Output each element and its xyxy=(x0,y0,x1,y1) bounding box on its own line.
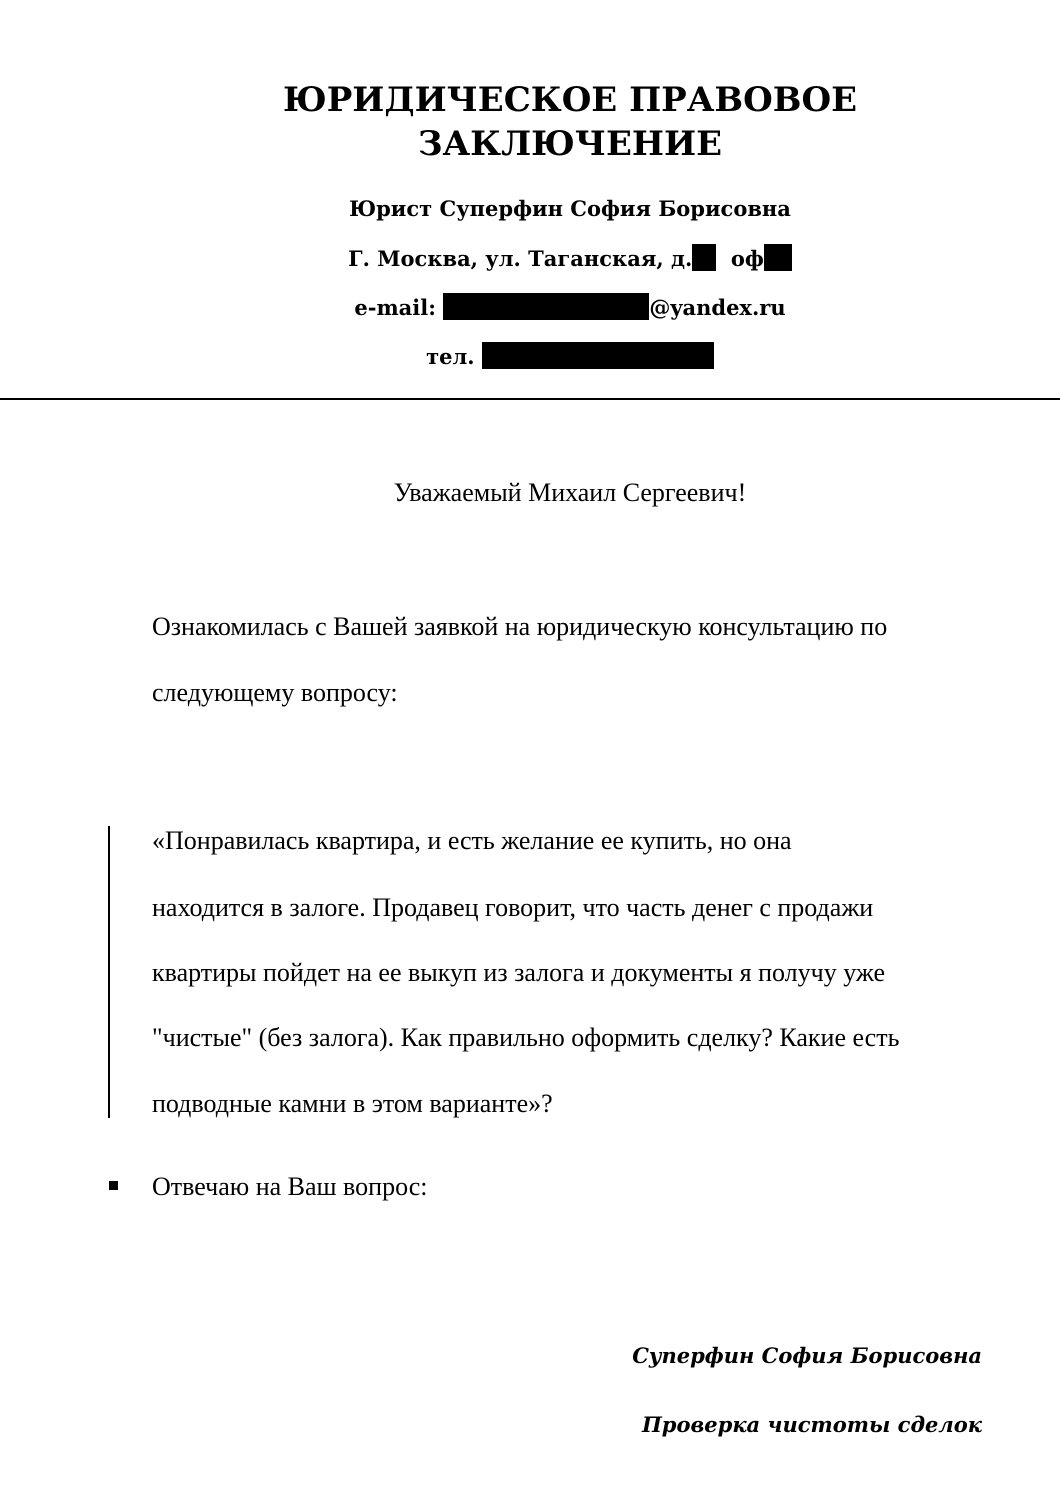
square-bullet-icon xyxy=(109,1181,118,1190)
intro-line-2: следующему вопросу: xyxy=(152,678,398,707)
quote-line: находится в залоге. Продавец говорит, что часть денег с продажи xyxy=(152,893,874,922)
title-line-2: ЗАКЛЮЧЕНИЕ xyxy=(417,124,723,164)
quote-line: подводные камни в этом варианте»? xyxy=(152,1089,553,1118)
quote-line: "чистые" (без залога). Как правильно оформить сделку? Какие есть xyxy=(152,1023,900,1052)
address-office-label: оф xyxy=(730,246,764,271)
header-divider xyxy=(0,398,1060,400)
redacted-house-number xyxy=(692,244,716,271)
signature-name: Суперфин София Борисовна xyxy=(632,1343,982,1368)
phone-label: тел. xyxy=(426,344,475,369)
intro-line-1: Ознакомилась с Вашей заявкой на юридическую консультацию по xyxy=(152,612,888,641)
quote-bar xyxy=(108,826,110,1118)
quote-line: «Понравилась квартира, и есть желание ее купить, но она xyxy=(152,826,792,855)
quote-line: квартиры пойдет на ее выкуп из залога и документы я получу уже xyxy=(152,958,886,987)
email-label: e-mail: xyxy=(354,295,436,320)
email-line xyxy=(140,293,1000,322)
email-domain: @yandex.ru xyxy=(649,295,786,320)
title-line-1: ЮРИДИЧЕСКОЕ ПРАВОВОЕ xyxy=(282,80,858,120)
greeting: Уважаемый Михаил Сергеевич! xyxy=(393,478,747,507)
lawyer-name: Юрист Суперфин София Борисовна xyxy=(349,196,791,221)
address-prefix: Г. Москва, ул. Таганская, д. xyxy=(348,246,693,271)
redacted-phone-number xyxy=(482,342,714,369)
address-line xyxy=(140,244,1000,273)
signature-role: Проверка чистоты сделок xyxy=(641,1412,982,1437)
phone-line xyxy=(140,342,1000,371)
document-title xyxy=(140,78,1000,166)
redacted-email-user xyxy=(443,293,649,320)
answer-intro: Отвечаю на Ваш вопрос: xyxy=(152,1172,428,1201)
redacted-office-number xyxy=(764,244,792,271)
